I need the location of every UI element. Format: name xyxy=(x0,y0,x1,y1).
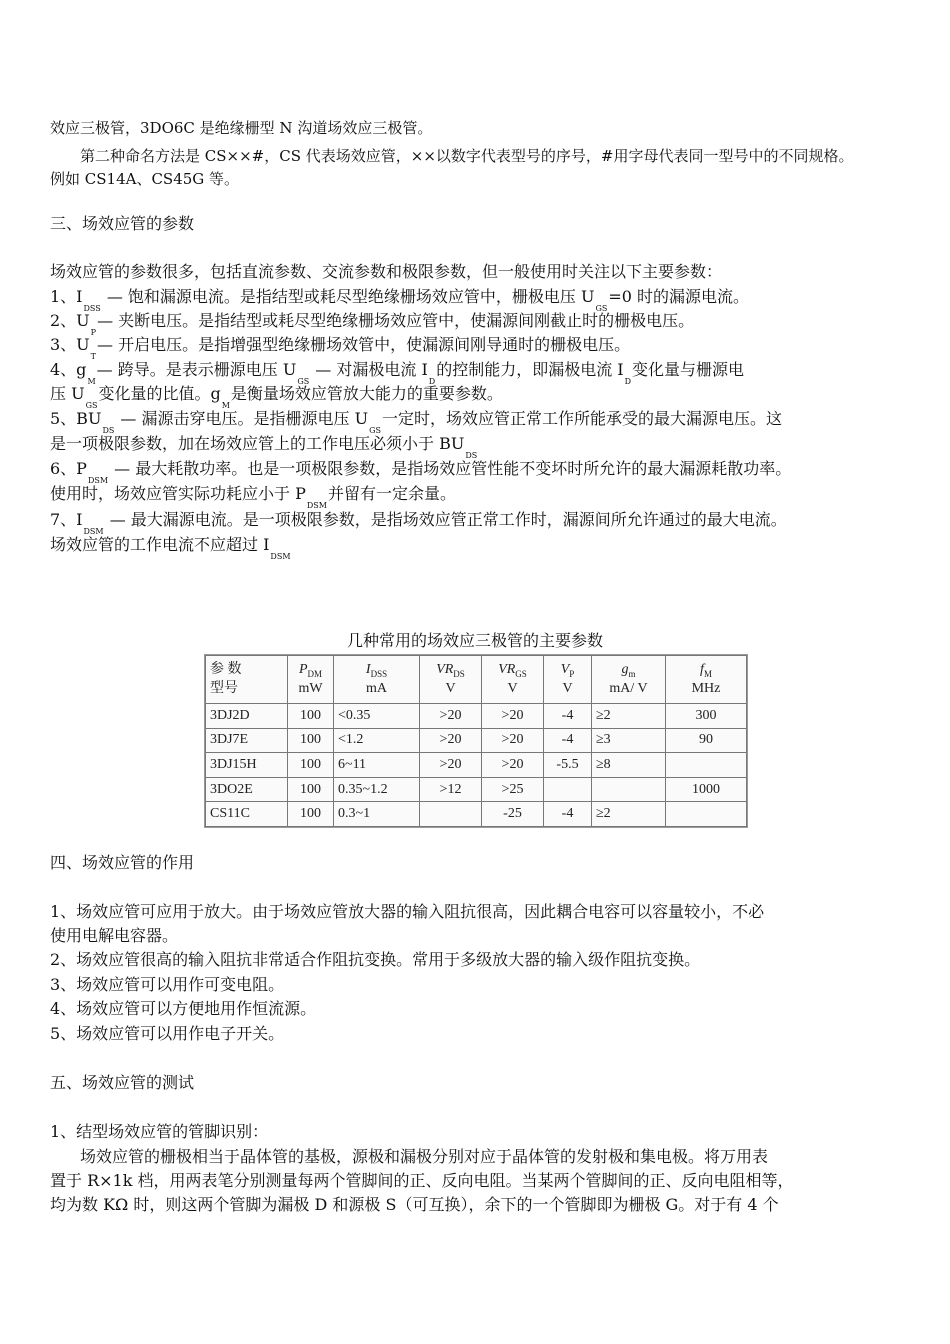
table-cell: 100 xyxy=(288,728,334,753)
table-cell: -4 xyxy=(544,802,592,827)
table-cell: >20 xyxy=(420,753,482,778)
table-cell: >25 xyxy=(482,777,544,802)
section-4-heading: 四、场效应管的作用 xyxy=(50,853,195,872)
intro-line-2: 第二种命名方法是 CS××#，CS 代表场效应管，××以数字代表型号的序号，#用字母代表同一型号中的不同规格。 xyxy=(80,147,854,165)
table-cell: 100 xyxy=(288,753,334,778)
table-header-cell: $VR_{DS}$ V xyxy=(420,656,482,704)
table-cell: CS11C xyxy=(206,802,288,827)
section-5-line-2: 场效应管的栅极相当于晶体管的基极，源极和漏极分别对应于晶体管的发射极和集电极。将万用表 xyxy=(80,1147,769,1166)
table-header-cell: $I_{DSS}$ mA xyxy=(334,656,420,704)
section-4-line-4: 3、场效应管可以用作可变电阻。 xyxy=(50,975,285,994)
table-cell: >20 xyxy=(420,728,482,753)
table-row xyxy=(206,704,747,729)
table-cell: -25 xyxy=(482,802,544,827)
table-row xyxy=(206,802,747,827)
table-header-cell: $g_m$ mA/ V xyxy=(592,656,666,704)
table-cell: ≥3 xyxy=(592,728,666,753)
table-header-cell: 参 数 型号 xyxy=(206,656,288,704)
table-cell: 100 xyxy=(288,777,334,802)
param-2: 2、$U_P—$ 夹断电压。是指结型或耗尽型绝缘栅场效应管中，使漏源间刚截止时的栅极电压。 xyxy=(50,311,695,337)
parameter-table xyxy=(205,655,747,827)
section-5-heading: 五、场效应管的测试 xyxy=(50,1073,195,1092)
table-header-row xyxy=(206,656,747,704)
section-4-line-5: 4、场效应管可以方便地用作恒流源。 xyxy=(50,999,317,1018)
param-7-cont: 场效应管的工作电流不应超过 $I_{DSM}$ xyxy=(50,535,291,561)
table-cell: 300 xyxy=(666,704,747,729)
param-5: 5、$BU_{DS}$ — 漏源击穿电压。是指栅源电压 $U_{GS}$一定时，场效应管正常工作所能承受的最大漏源电压。这 xyxy=(50,409,782,435)
table-cell: ≥2 xyxy=(592,802,666,827)
param-4: 4、$g_M—$ 跨导。是表示栅源电压 $U_{GS}$ — 对漏极电流 $I_D$的控制能力，即漏极电流 $I_D$变化量与栅源电 xyxy=(50,360,745,386)
section-5-line-3: 置于 R×1k 档，用两表笔分别测量每两个管脚间的正、反向电阻。当某两个管脚间的正、反向电阻相等， xyxy=(50,1171,794,1190)
section-4-line-3: 2、场效应管很高的输入阻抗非常适合作阻抗变换。常用于多级放大器的输入级作阻抗变换。 xyxy=(50,950,701,969)
table-cell: 90 xyxy=(666,728,747,753)
table-cell: >20 xyxy=(420,704,482,729)
param-4-cont: 压 $U_{GS}$变化量的比值。$g_M$是衡量场效应管放大能力的重要参数。 xyxy=(50,384,503,410)
table-cell: >20 xyxy=(482,728,544,753)
table-cell: -5.5 xyxy=(544,753,592,778)
table-cell xyxy=(666,753,747,778)
section-5-line-4: 均为数 KΩ 时，则这两个管脚为漏极 D 和源极 S（可互换），余下的一个管脚即为栅极 G。对于有 4 个 xyxy=(50,1195,779,1214)
table-cell: 3DO2E xyxy=(206,777,288,802)
table-cell: <0.35 xyxy=(334,704,420,729)
table-header-cell: $P_{DM}$ mW xyxy=(288,656,334,704)
section-4-line-1: 1、场效应管可应用于放大。由于场效应管放大器的输入阻抗很高，因此耦合电容可以容量较小，不必 xyxy=(50,902,765,921)
param-5-cont: 是一项极限参数，加在场效应管上的工作电压必须小于 $BU_{DS}$ xyxy=(50,434,478,460)
param-3: 3、$U_T—$ 开启电压。是指增强型绝缘栅场效管中，使漏源间刚导通时的栅极电压。 xyxy=(50,335,631,361)
table-cell: 3DJ7E xyxy=(206,728,288,753)
param-1: 1、$I_{DSS}$ — 饱和漏源电流。是指结型或耗尽型绝缘栅场效应管中，栅极电压 $U_{GS}=0$ 时的漏源电流。 xyxy=(50,287,750,313)
table-row xyxy=(206,753,747,778)
intro-line-3: 例如 CS14A、CS45G 等。 xyxy=(50,170,240,188)
table-header-cell: $f_M$ MHz xyxy=(666,656,747,704)
section-5-line-1: 1、结型场效应管的管脚识别： xyxy=(50,1122,269,1141)
table-cell: -4 xyxy=(544,704,592,729)
table-cell: 0.3~1 xyxy=(334,802,420,827)
table-cell: ≥8 xyxy=(592,753,666,778)
table-cell: -4 xyxy=(544,728,592,753)
section-3-heading: 三、场效应管的参数 xyxy=(50,214,195,233)
table-cell: >20 xyxy=(482,704,544,729)
table-cell xyxy=(420,802,482,827)
section-4-line-2: 使用电解电容器。 xyxy=(50,926,179,945)
table-cell: 1000 xyxy=(666,777,747,802)
table-cell xyxy=(666,802,747,827)
table-header-cell: $V_P$ V xyxy=(544,656,592,704)
table-cell xyxy=(544,777,592,802)
parameter-table-image xyxy=(204,654,748,828)
table-caption: 几种常用的场效应三极管的主要参数 xyxy=(346,631,603,650)
table-header-cell: $VR_{GS}$ V xyxy=(482,656,544,704)
table-cell: >12 xyxy=(420,777,482,802)
param-7: 7、$I_{DSM}$ — 最大漏源电流。是一项极限参数，是指场效应管正常工作时，漏源间所允许通过的最大电流。 xyxy=(50,510,787,536)
table-cell: >20 xyxy=(482,753,544,778)
table-cell: 3DJ2D xyxy=(206,704,288,729)
table-cell: ≥2 xyxy=(592,704,666,729)
table-cell: 100 xyxy=(288,704,334,729)
table-cell xyxy=(592,777,666,802)
param-6: 6、$P_{DSM}$ — 最大耗散功率。也是一项极限参数，是指场效应管性能不变坏时所允许的最大漏源耗散功率。 xyxy=(50,459,792,485)
table-cell: 100 xyxy=(288,802,334,827)
section-4-line-6: 5、场效应管可以用作电子开关。 xyxy=(50,1024,285,1043)
section-3-intro: 场效应管的参数很多，包括直流参数、交流参数和极限参数，但一般使用时关注以下主要参数： xyxy=(50,262,723,281)
param-6-cont: 使用时，场效应管实际功耗应小于 $P_{DSM}$并留有一定余量。 xyxy=(50,484,456,510)
table-row xyxy=(206,777,747,802)
table-cell: 0.35~1.2 xyxy=(334,777,420,802)
table-cell: 6~11 xyxy=(334,753,420,778)
table-cell: <1.2 xyxy=(334,728,420,753)
table-row xyxy=(206,728,747,753)
table-cell: 3DJ15H xyxy=(206,753,288,778)
intro-line-1: 效应三极管，3DO6C 是绝缘栅型 N 沟道场效应三极管。 xyxy=(50,119,433,137)
